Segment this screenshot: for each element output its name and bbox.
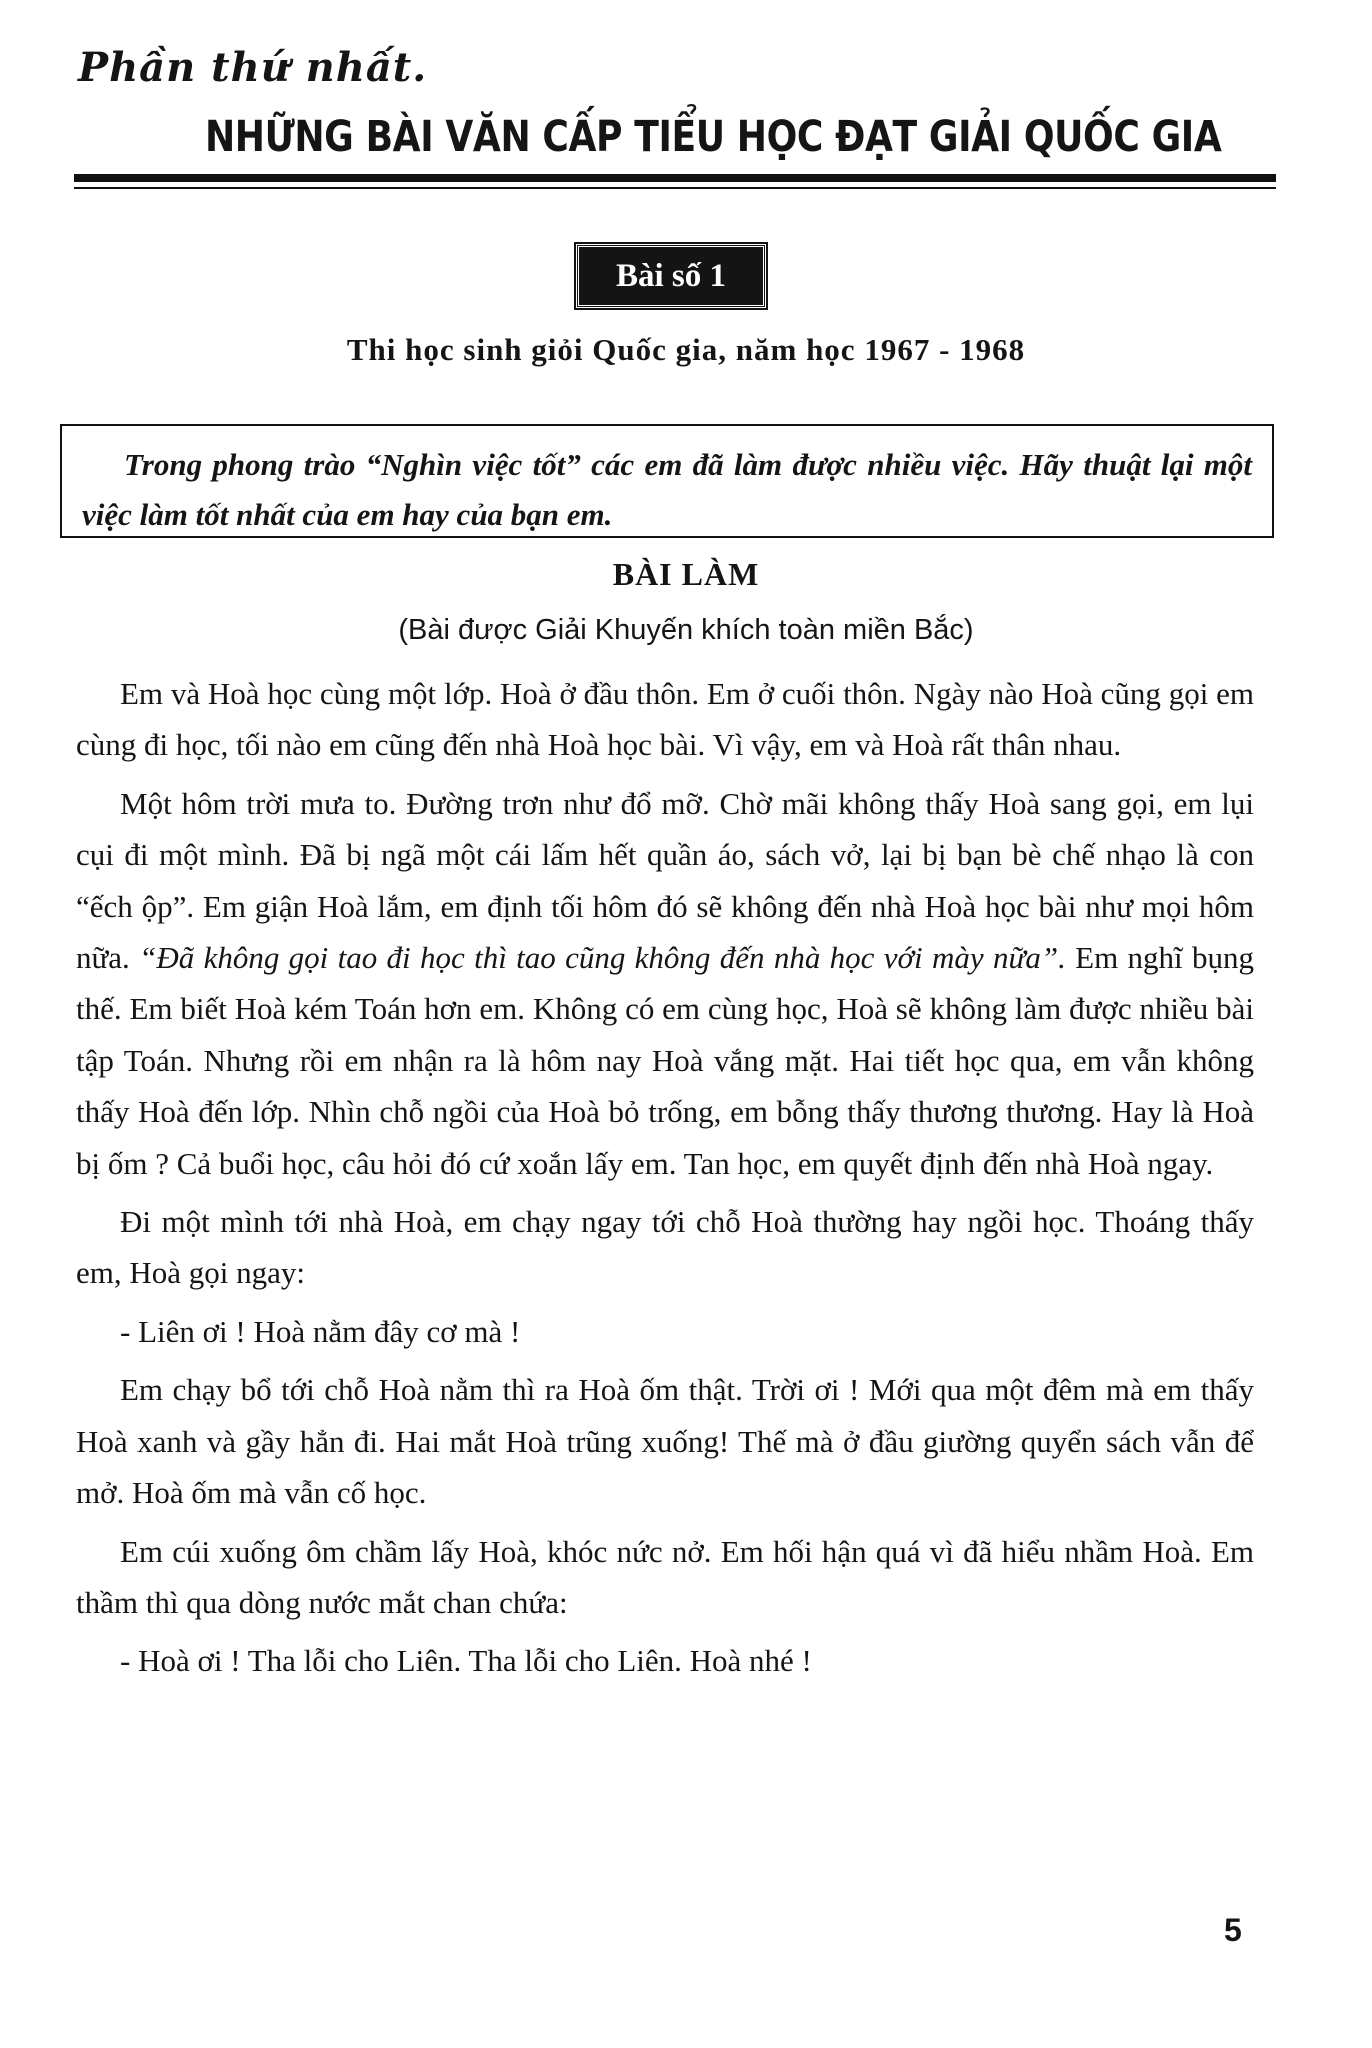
paragraph xyxy=(76,778,1254,1189)
paragraph-text: Em nghĩ bụng thế. Em biết Hoà kém Toán hơn em. Không có em cùng học, Hoà sẽ không làm được nhiều bài tập Toán. Nhưng rồi em nhận ra là hôm nay Hoà vắng mặt. Hai tiết học qua, em vẫn không thấy Hoà đến lớp. Nhìn chỗ ngồi của Hoà bỏ trống, em bỗng thấy thương thương. Hay là Hoà bị ốm ? Cả buổi học, câu hỏi đó cứ xoắn lấy em. Tan học, em quyết định đến nhà Hoà ngay. xyxy=(76,940,1254,1181)
paragraph: Em và Hoà học cùng một lớp. Hoà ở đầu thôn. Em ở cuối thôn. Ngày nào Hoà cũng gọi em cùng đi học, tối nào em cũng đến nhà Hoà học bài. Vì vậy, em và Hoà rất thân nhau. xyxy=(76,676,1254,763)
essay-heading: BÀI LÀM xyxy=(612,556,760,592)
dialogue-line: - Hoà ơi ! Tha lỗi cho Liên. Tha lỗi cho Liên. Hoà nhé ! xyxy=(120,1643,812,1679)
competition-subtitle: Thi học sinh giỏi Quốc gia, năm học 1967 - 1968 xyxy=(346,332,1026,367)
paragraph: Đi một mình tới nhà Hoà, em chạy ngay tới chỗ Hoà thường hay ngồi học. Thoáng thấy em, Hoà gọi ngay: xyxy=(76,1204,1254,1291)
page-number: 5 xyxy=(1224,1912,1242,1948)
part-title: Phần thứ nhất. xyxy=(78,44,428,91)
essay-body xyxy=(76,668,1254,1694)
title-rule-thin xyxy=(74,187,1276,189)
dialogue-line: - Liên ơi ! Hoà nằm đây cơ mà ! xyxy=(120,1313,521,1349)
inner-thought-quote: “Đã không gọi tao đi học thì tao cũng không đến nhà học với mày nữa”. xyxy=(139,940,1066,976)
chapter-title: NHỮNG BÀI VĂN CẤP TIỂU HỌC ĐẠT GIẢI QUỐC GIA xyxy=(205,112,1222,162)
essay-number-badge: Bài số 1 xyxy=(576,244,766,308)
paragraph: Em chạy bổ tới chỗ Hoà nằm thì ra Hoà ốm thật. Trời ơi ! Mới qua một đêm mà em thấy Hoà xanh và gầy hẳn đi. Hai mắt Hoà trũng xuống! Thế mà ở đầu giường quyển sách vẫn để mở. Hoà ốm mà vẫn cố học. xyxy=(76,1372,1254,1511)
paragraph-text: Một hôm trời mưa to. Đường trơn như đổ mỡ. Chờ mãi không thấy Hoà sang gọi, em lụi cụi đi một mình. Đã bị ngã một cái lấm hết quần áo, sách vở, lại bị bạn bè chế nhạo là con “ếch ộp”. Em giận Hoà lắm, em định tối hôm đó sẽ không đến nhà Hoà học bài như mọi hôm nữa. xyxy=(76,785,1254,976)
award-note: (Bài được Giải Khuyến khích toàn miền Bắc) xyxy=(398,614,974,646)
assignment-box xyxy=(60,424,1274,538)
paragraph: Em cúi xuống ôm chầm lấy Hoà, khóc nức nở. Em hối hận quá vì đã hiểu nhầm Hoà. Em thầm thì qua dòng nước mắt chan chứa: xyxy=(76,1533,1254,1620)
assignment-text: Trong phong trào “Nghìn việc tốt” các em đã làm được nhiều việc. Hãy thuật lại một việc làm tốt nhất của em hay của bạn em. xyxy=(82,447,1252,532)
title-rule-thick xyxy=(74,174,1276,182)
